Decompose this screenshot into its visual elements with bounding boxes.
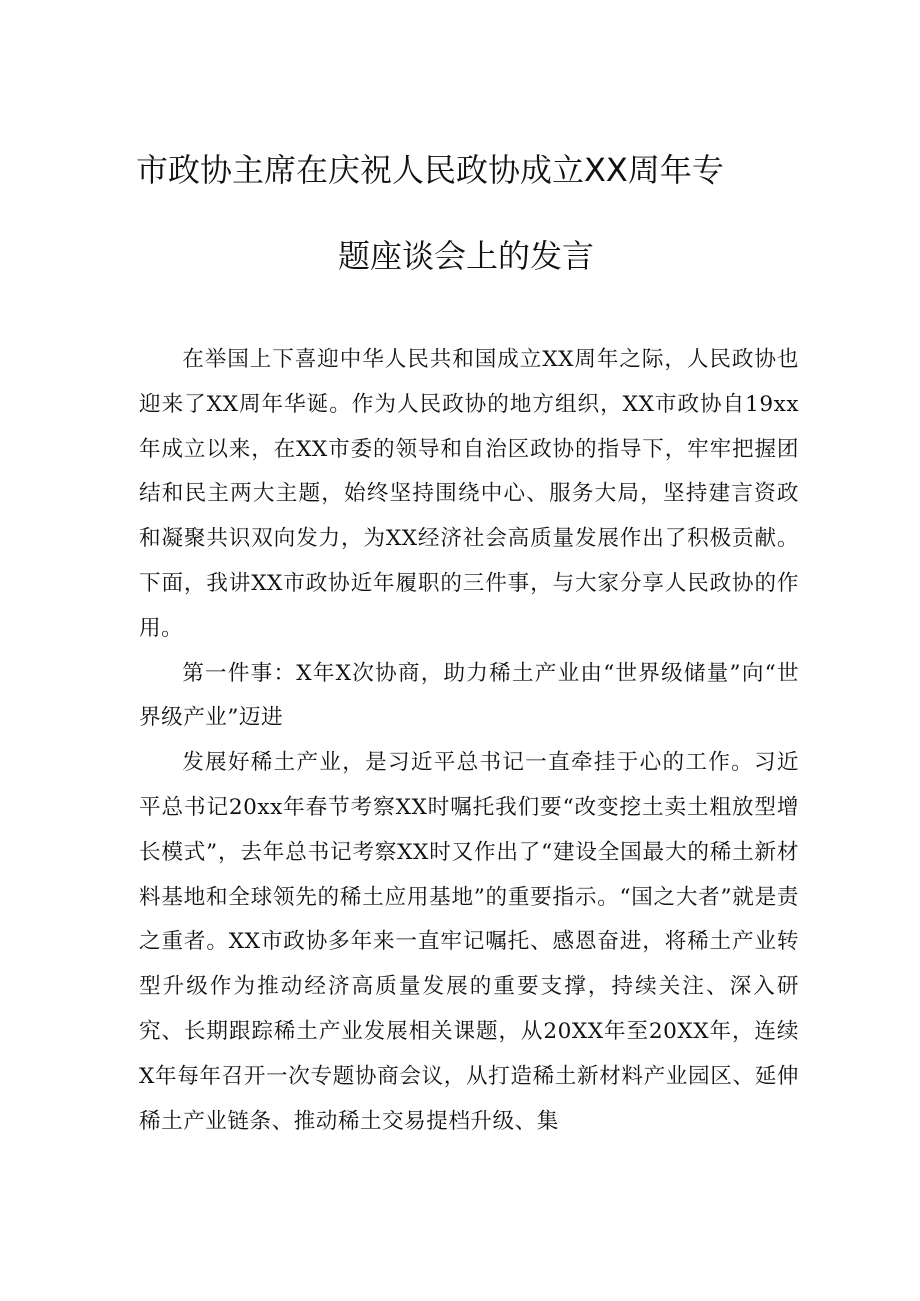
document-body <box>139 338 799 1144</box>
document-title-line-1: 市政协主席在庆祝人民政协成立XX周年专 <box>136 151 724 189</box>
paragraph-first-item-heading: 第一件事：X年X次协商，助力稀土产业由“世界级储量”向“世界级产业”迈进 <box>139 660 799 731</box>
document-title-line-2: 题座谈会上的发言 <box>338 237 595 275</box>
paragraph-rare-earth: 发展好稀土产业，是习近平总书记一直牵挂于心的工作。习近平总书记20xx年春节考察XX时嘱托我们要“改变挖土卖土粗放型增长模式”，去年总书记考察XX时又作出了“建设全国最大的稀土新材料基地和全球领先的稀土应用基地”的重要指示。“国之大者”就是责之重者。XX市政协多年来一直牢记嘱托、感恩奋进，将稀土产业转型升级作为推动经济高质量发展的重要支撑，持续关注、深入研究、长期跟踪稀土产业发展相关课题，从20XX年至20XX年，连续X年每年召开一次专题协商会议，从打造稀土新材料产业园区、延伸稀土产业链条、推动稀土交易提档升级、集 <box>139 750 799 1134</box>
paragraph-intro: 在举国上下喜迎中华人民共和国成立XX周年之际，人民政协也迎来了XX周年华诞。作为人民政协的地方组织，XX市政协自19xx年成立以来，在XX市委的领导和自治区政协的指导下，牢牢把握团结和民主两大主题，始终坚持围绕中心、服务大局，坚持建言资政和凝聚共识双向发力，为XX经济社会高质量发展作出了积极贡献。下面，我讲XX市政协近年履职的三件事，与大家分享人民政协的作用。 <box>139 347 799 641</box>
